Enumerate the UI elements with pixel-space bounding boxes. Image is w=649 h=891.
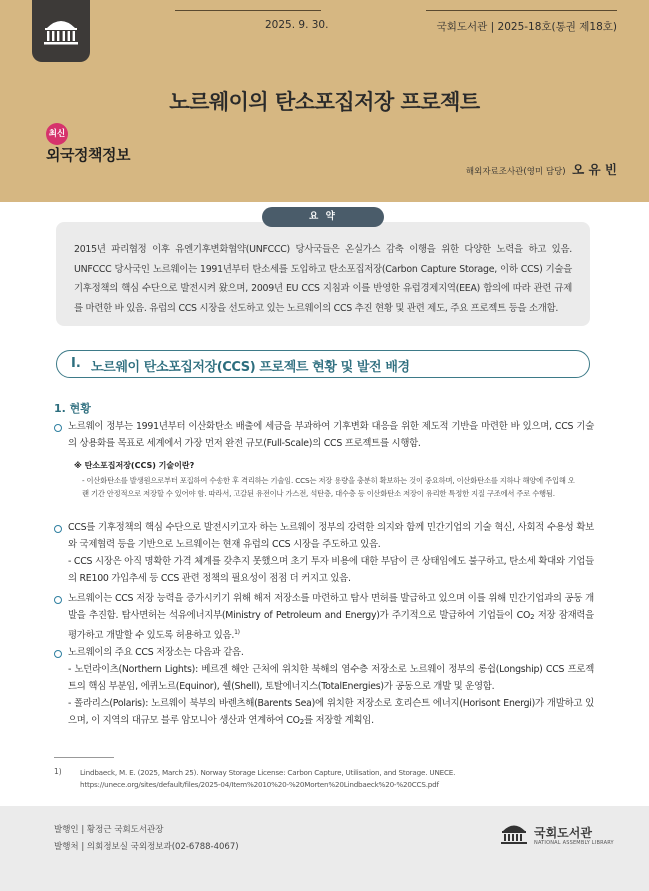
summary-text: 2015년 파리협정 이후 유엔기후변화협약(UNFCCC) 당사국들은 온실가스 감축 이행을 위한 다양한 노력을 하고 있음. UNFCCC 당사국인 노르웨이는 1991년부터 탄소세를 도입하고 탄소포집저장(Carbon Capture Storage, 이하 CCS) 기술을 기후정책의 핵심 수단으로 발전시켜 왔으며, 2009년 EU CCS 지침과 이를 반영한 유럽경제지역(EEA) 합의에 따라 관련 규제를 마련한 바 있음. 유럽의 CCS 시장을 선도하고 있는 노르웨이의 CCS 추진 현황 및 관련 제도, 주요 프로젝트 등을 소개함. <box>74 244 572 314</box>
note-text: - 이산화탄소를 발생원으로부터 포집하여 수송한 후 격리하는 기술임. CCS는 저장 용량을 충분히 확보하는 것이 중요하며, 이산화탄소를 지하나 해양에 주입해 오랜 기간 안정적으로 저장할 수 있어야 함. 따라서, 고갈된 유전이나 가스전, 석탄층, 대수층 등 이산화탄소 저장이 유리한 특정한 지질 구조에서 주로 수행됨. <box>82 476 575 498</box>
author-name: 오 유 빈 <box>572 162 617 177</box>
page-title: 노르웨이의 탄소포집저장 프로젝트 <box>169 90 480 114</box>
footnote-ref[interactable]: 1) <box>234 629 240 636</box>
paragraph-4-b-text: - 폴라리스(Polaris): 노르웨이 북부의 바렌츠해(Barents Sea)에 위치한 저장소로 호리슨트 에너지(Horisont Energi)가 개발하고 있으며, 이 지역의 대규모 블루 암모니아 생산과 연계하여 CO <box>68 698 594 726</box>
header-rule-left <box>175 10 321 11</box>
assembly-building-icon <box>32 0 90 62</box>
summary-label: 요 약 <box>262 207 384 227</box>
paragraph-3 <box>68 591 594 645</box>
paragraph-2: CCS를 기후정책의 핵심 수단으로 발전시키고자 하는 노르웨이 정부의 강력한 의지와 함께 민간기업의 기술 혁신, 사회적 수용성 확보와 국제협력 등을 기반으로 노르웨이는 현재 유럽의 CCS 시장을 주도하고 있음. <box>68 522 594 550</box>
paragraph-3-text: 노르웨이는 CCS 저장 능력을 증가시키기 위해 해저 저장소를 마련하고 탐사 면허를 발급하고 있으며 이를 위해 민간기업과의 공동 개발을 추진함. 탐사면허는 석유에너지부(Ministry of Petroleum and Energy)가 주기적으로 발급하여 기업들이 CO <box>68 593 594 621</box>
library-logo-icon <box>498 818 530 848</box>
footer-org-english: NATIONAL ASSEMBLY LIBRARY <box>534 840 614 846</box>
footnote-text: Lindbaeck, M. E. (2025, March 25). Norway Storage License: Carbon Capture, Utilisation, and Storage. UNECE. https://unece.org/sites/default/files/2025-04/Item%2010%20-%20Morten%20Lindbaeck%20-%20CCS.pdf <box>80 768 456 789</box>
subsection-title: 1. 현황 <box>54 402 91 415</box>
author-role: 해외자료조사관(영미 담당) <box>465 167 566 177</box>
assembly-logo-tab <box>32 0 90 62</box>
latest-badge: 최신 <box>46 123 68 145</box>
paragraph-4-a: - 노던라이츠(Northern Lights): 베르겐 해안 근처에 위치한 북해의 염수층 저장소로 노르웨이 정부의 롱쉽(Longship) CCS 프로젝트의 핵심 부분임, 에퀴노르(Equinor), 쉘(Shell), 토탈에너지스(TotalEnergies)가 공동으로 개발 및 운영함. <box>68 664 594 692</box>
section-heading <box>56 350 590 378</box>
subscript-2: 2 <box>530 612 535 621</box>
author-line <box>466 160 617 178</box>
footnote-rule <box>54 757 114 758</box>
bullet-circle-icon <box>54 424 62 432</box>
paragraph-1: 노르웨이 정부는 1991년부터 이산화탄소 배출에 세금을 부과하여 기후변화 대응을 위한 제도적 기반을 마련한 바 있으며, CCS 기술의 상용화를 목표로 세계에서 가장 먼저 완전 규모(Full-Scale)의 CCS 프로젝트를 시행함. <box>68 421 594 449</box>
section-title: 노르웨이 탄소포집저장(CCS) 프로젝트 현황 및 발전 배경 <box>91 360 410 375</box>
issue-number: 국회도서관 | 2025-18호(통권 제18호) <box>436 21 617 33</box>
paragraph-4: 노르웨이의 주요 CCS 저장소는 다음과 같음. <box>68 647 244 658</box>
bullet-circle-icon <box>54 525 62 533</box>
issue-date: 2025. 9. 30. <box>265 19 329 31</box>
footer-office: 발행처 | 의회정보실 국외정보과(02-6788-4067) <box>54 842 239 852</box>
footnote-number: 1) <box>54 767 62 776</box>
bullet-circle-icon <box>54 596 62 604</box>
subscript-2: 2 <box>299 717 304 726</box>
footer-org-name: 국회도서관 <box>534 826 592 840</box>
footer-publisher: 발행인 | 황정근 국회도서관장 <box>54 825 164 835</box>
bullet-circle-icon <box>54 650 62 658</box>
paragraph-3-text-end: 저장 잠재력을 평가하고 개발할 수 있도록 허용하고 있음. <box>68 609 594 642</box>
section-number: Ⅰ. <box>71 356 81 371</box>
paragraph-2-sub: - CCS 시장은 아직 명확한 가격 체계를 갖추지 못했으며 초기 투자 비용에 대한 부담이 큰 상태임에도 불구하고, 탄소세 확대와 기업들의 RE100 가입추세 등 CCS 관련 정책의 필요성이 점점 더 커지고 있음. <box>68 556 594 584</box>
header-rule-right <box>426 10 617 11</box>
series-brand: 외국정책정보 <box>46 146 130 164</box>
note-title: ※ 탄소포집저장(CCS) 기술이란? <box>74 461 195 470</box>
paragraph-4-b <box>68 696 594 730</box>
paragraph-4-b-text-end: 를 저장할 계획임. <box>303 714 374 726</box>
